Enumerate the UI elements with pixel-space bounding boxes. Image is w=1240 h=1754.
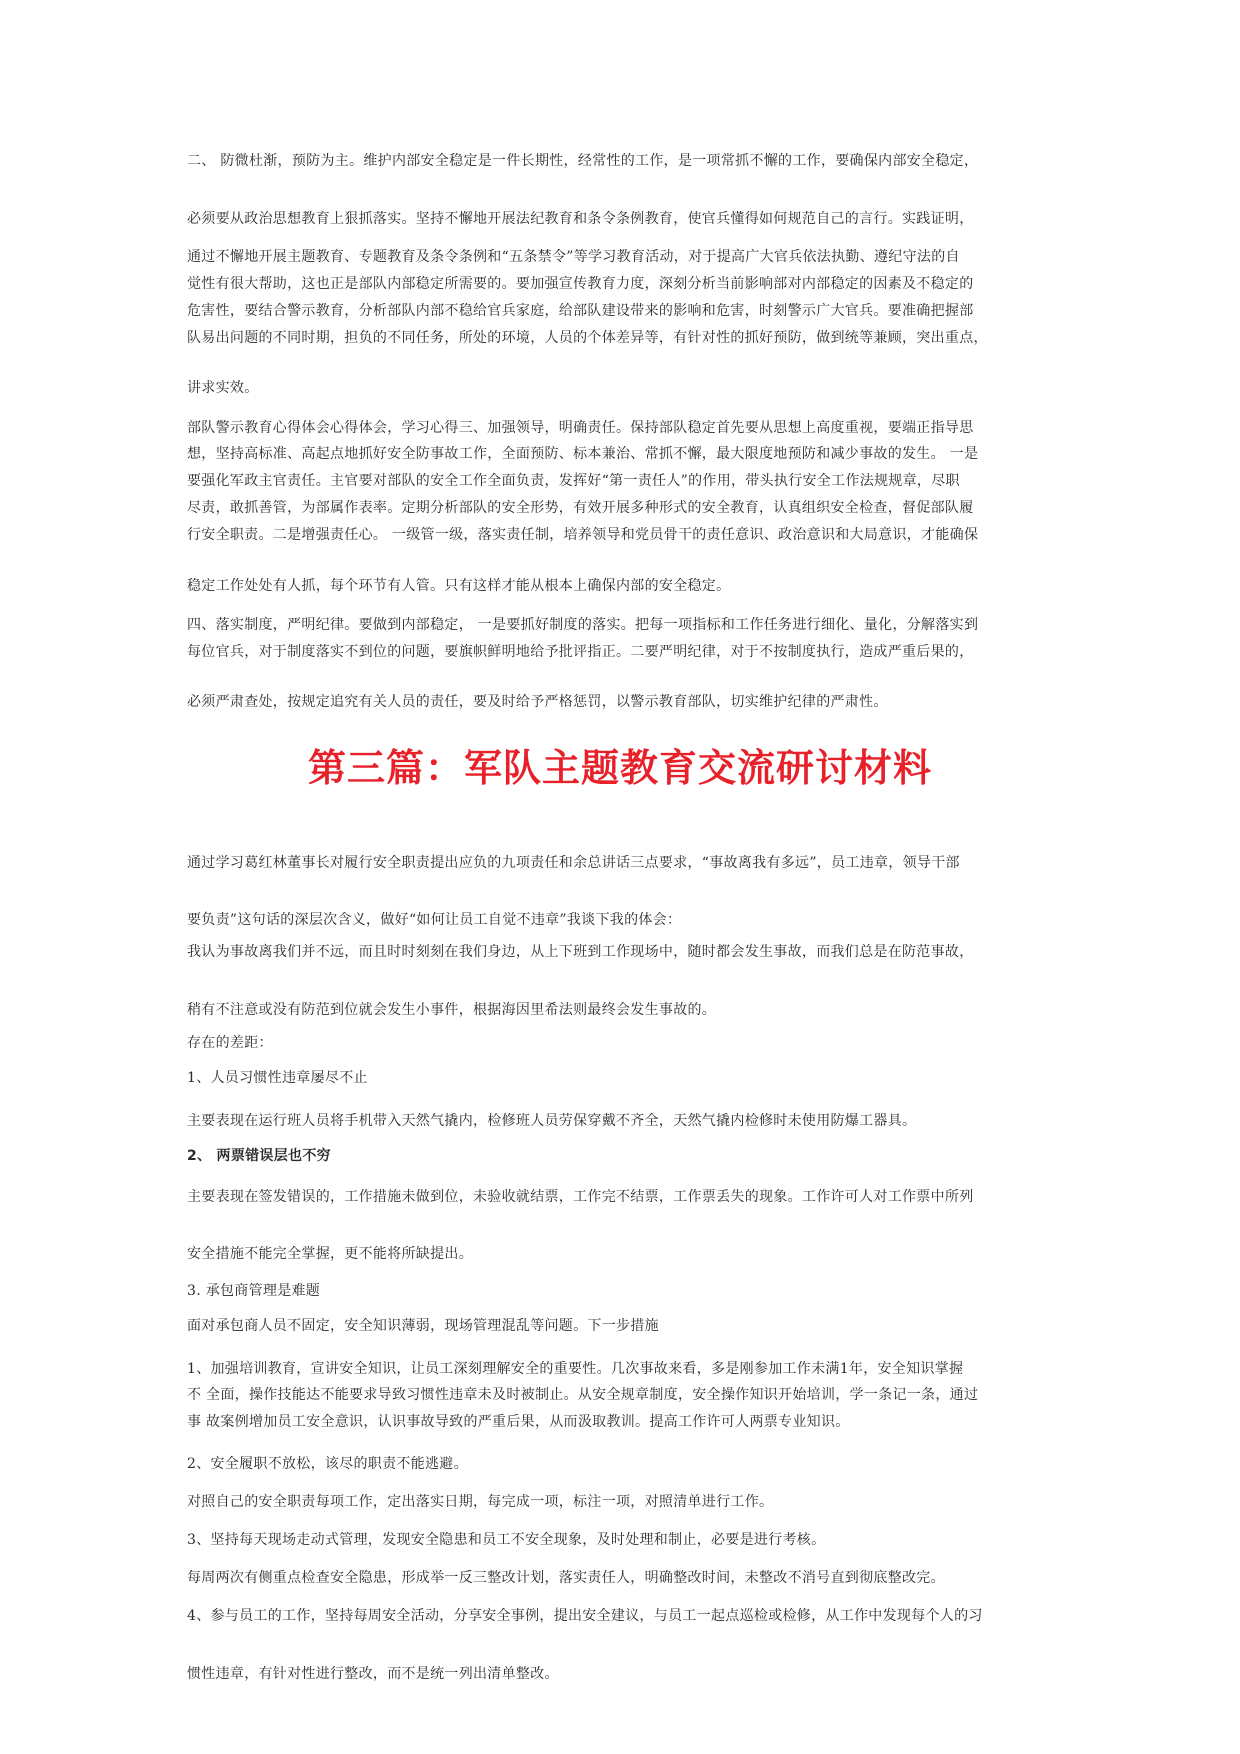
paragraph-line: 惯性违章，有针对性进行整改，而不是统一列出清单整改。: [187, 1666, 559, 1682]
paragraph-line: 对照自己的安全职责每项工作，定出落实日期，每完成一项，标注一项，对照清单进行工作。: [187, 1494, 774, 1510]
list-heading: 1、人员习惯性违章屡尽不止: [187, 1070, 368, 1086]
paragraph-line: 1、加强培训教育，宣讲安全知识，让员工深刻理解安全的重要性。几次事故来看，多是刚参加工作未满1年，安全知识掌握: [187, 1361, 964, 1377]
paragraph-line: 队易出问题的不同时期，担负的不同任务，所处的环境，人员的个体差异等，有针对性的抓好预防，做到统等兼顾，突出重点，: [187, 330, 988, 346]
paragraph-line: 存在的差距：: [187, 1035, 273, 1051]
paragraph-line: 想，坚持高标准、高起点地抓好安全防事故工作，全面预防、标本兼治、常抓不懈，最大限度地预防和减少事故的发生。 一是: [187, 446, 979, 462]
list-heading: 2、 两票错误层也不穷: [187, 1148, 331, 1164]
paragraph-line: 要负责”这句话的深层次含义，做好“如何让员工自觉不违章”我谈下我的体会：: [187, 912, 682, 928]
paragraph-line: 四、落实制度，严明纪律。要做到内部稳定， 一是要抓好制度的落实。把每一项指标和工作任务进行细化、量化，分解落实到: [187, 617, 979, 633]
paragraph-line: 安全措施不能完全掌握，更不能将所缺提出。: [187, 1246, 473, 1262]
paragraph-line: 稍有不注意或没有防范到位就会发生小事件，根据海因里希法则最终会发生事故的。: [187, 1002, 717, 1018]
paragraph-line: 我认为事故离我们并不远，而且时时刻刻在我们身边，从上下班到工作现场中，随时都会发生事故，而我们总是在防范事故，: [187, 944, 974, 960]
paragraph-line: 危害性，要结合警示教育，分析部队内部不稳给官兵家庭，给部队建设带来的影响和危害，时刻警示广大官兵。要准确把握部: [187, 303, 974, 319]
list-heading: 3. 承包商管理是难题: [187, 1283, 321, 1299]
paragraph-line: 尽责，敢抓善管，为部属作表率。定期分析部队的安全形势，有效开展多种形式的安全教育，认真组织安全检查，督促部队履: [187, 500, 974, 516]
paragraph-line: 必须严肃查处，按规定追究有关人员的责任，要及时给予严格惩罚，以警示教育部队，切实维护纪律的严肃性。: [187, 694, 888, 710]
paragraph-line: 通过学习葛红林董事长对履行安全职责提出应负的九项责任和余总讲话三点要求，“事故离我有多远”，员工违章，领导干部: [187, 855, 960, 871]
paragraph-line: 主要表现在运行班人员将手机带入天然气撬内，检修班人员劳保穿戴不齐全，天然气撬内检修时未使用防爆工器具。: [187, 1113, 917, 1129]
paragraph-line: 通过不懈地开展主题教育、专题教育及条令条例和“五条禁令”等学习教育活动，对于提高广大官兵依法执勤、遵纪守法的自: [187, 249, 960, 265]
paragraph-line: 主要表现在签发错误的，工作措施未做到位，未验收就结票，工作完不结票，工作票丢失的现象。工作许可人对工作票中所列: [187, 1189, 974, 1205]
paragraph-line: 讲求实效。: [187, 380, 259, 396]
paragraph-line: 不 全面，操作技能达不能要求导致习惯性违章未及时被制止。从安全规章制度，安全操作知识开始培训，学一条记一条，通过: [187, 1387, 979, 1403]
paragraph-line: 2、安全履职不放松，该尽的职责不能逃避。: [187, 1456, 468, 1472]
paragraph-line: 二、 防微杜渐，预防为主。维护内部安全稳定是一件长期性，经常性的工作，是一项常抓不懈的工作，要确保内部安全稳定，: [187, 153, 979, 169]
paragraph-line: 要强化军政主官责任。主官要对部队的安全工作全面负责，发挥好“第一责任人”的作用，带头执行安全工作法规规章，尽职: [187, 473, 960, 489]
paragraph-line: 3、坚持每天现场走动式管理，发现安全隐患和员工不安全现象，及时处理和制止，必要是进行考核。: [187, 1532, 826, 1548]
paragraph-line: 每周两次有侧重点检查安全隐患，形成举一反三整改计划，落实责任人，明确整改时间，未整改不消号直到彻底整改完。: [187, 1570, 945, 1586]
paragraph-line: 必须要从政治思想教育上狠抓落实。坚持不懈地开展法纪教育和条令条例教育，使官兵懂得如何规范自己的言行。实践证明，: [187, 211, 974, 227]
paragraph-line: 行安全职责。二是增强责任心。 一级管一级，落实责任制，培养领导和党员骨干的责任意识、政治意识和大局意识，才能确保: [187, 527, 979, 543]
paragraph-line: 4、参与员工的工作，坚持每周安全活动，分享安全事例，提出安全建议，与员工一起点巡检或检修，从工作中发现每个人的习: [187, 1608, 983, 1624]
section-title: 第三篇：军队主题教育交流研讨材料: [307, 746, 932, 790]
paragraph-line: 面对承包商人员不固定，安全知识薄弱，现场管理混乱等问题。下一步措施: [187, 1318, 659, 1334]
paragraph-line: 事 故案例增加员工安全意识，认识事故导致的严重后果，从而汲取教训。提高工作许可人两票专业知识。: [187, 1414, 850, 1430]
paragraph-line: 觉性有很大帮助，这也正是部队内部稳定所需要的。要加强宣传教育力度，深刻分析当前影响部对内部稳定的因素及不稳定的: [187, 276, 974, 292]
paragraph-line: 部队警示教育心得体会心得体会，学习心得三、加强领导，明确责任。保持部队稳定首先要从思想上高度重视，要端正指导思: [187, 420, 974, 436]
paragraph-line: 每位官兵，对于制度落实不到位的问题，要旗帜鲜明地给予批评指正。二要严明纪律，对于不按制度执行，造成严重后果的，: [187, 644, 974, 660]
paragraph-line: 稳定工作处处有人抓，每个环节有人管。只有这样才能从根本上确保内部的安全稳定。: [187, 578, 731, 594]
